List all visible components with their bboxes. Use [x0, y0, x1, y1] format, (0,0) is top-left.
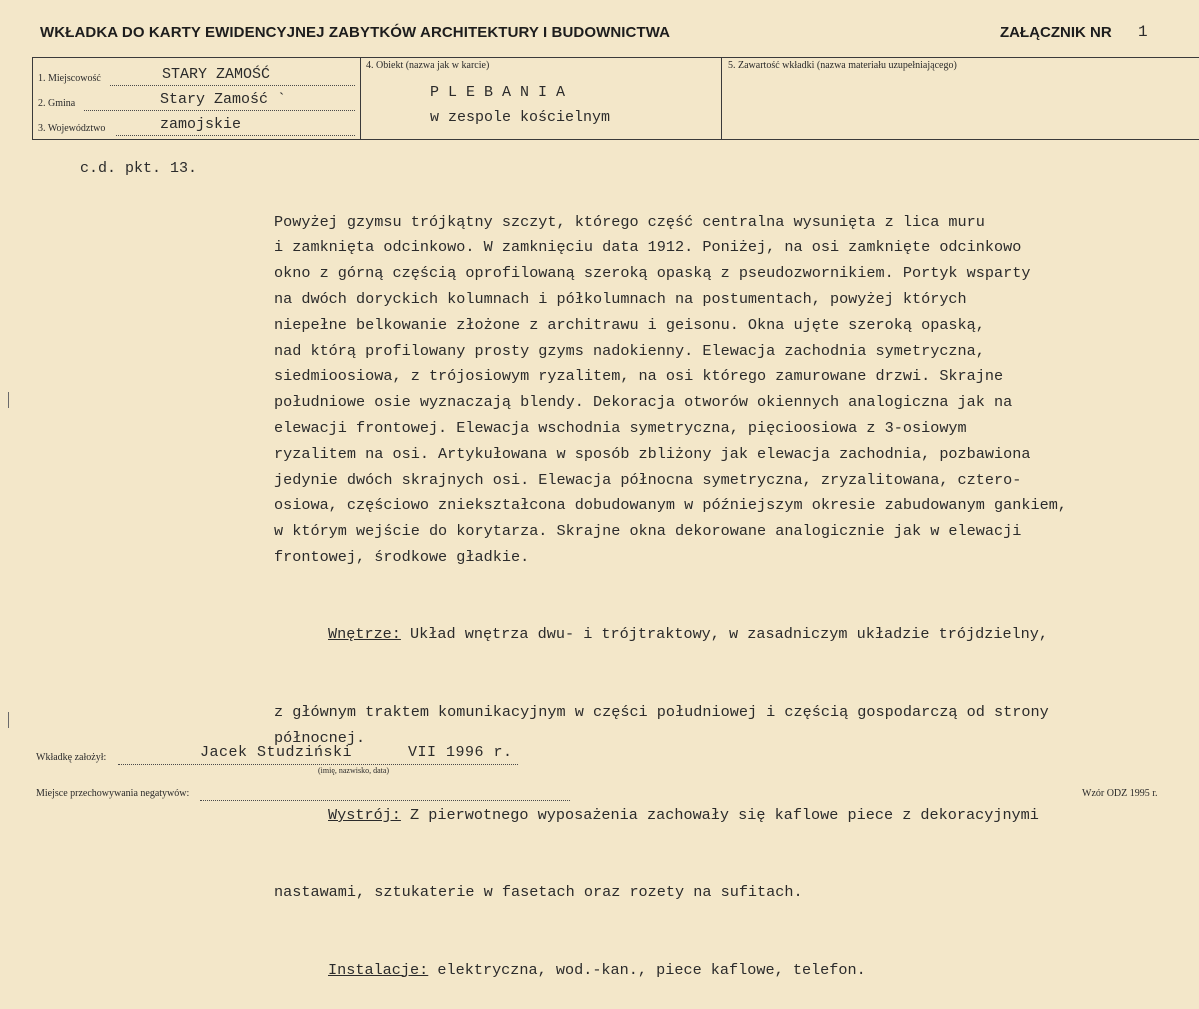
furnishing-section: [274, 803, 1174, 829]
commune-label: 2. Gmina: [38, 98, 76, 109]
top-box-left-border: [32, 57, 33, 140]
object-value-line1: P L E B A N I A: [430, 84, 566, 101]
edge-mark-bottom: [8, 712, 9, 728]
text-line: niepełne belkowanie złożone z architrawu i geisonu. Okna ujęte szeroką opaską,: [274, 315, 985, 334]
appendix-number: 1: [1138, 23, 1148, 41]
text-line: na dwóch doryckich kolumnach i półkolumnach na postumentach, powyżej których: [274, 289, 967, 308]
negatives-line: [200, 800, 570, 801]
text-line: ryzalitem na osi. Artykułowana w sposób zbliżony jak elewacja zachodnia, pozbawiona: [274, 444, 1031, 463]
furnishing-heading: Wystrój:: [328, 805, 401, 824]
description-body: [274, 158, 1174, 1009]
prepared-by-line: [118, 764, 518, 765]
commune-value: Stary Zamość `: [160, 91, 287, 108]
text-line: w którym wejście do korytarza. Skrajne okna dekorowane analogicznie jak w elewacji: [274, 522, 1022, 541]
locality-value: STARY ZAMOŚĆ: [162, 66, 271, 83]
top-box-divider-1: [360, 57, 361, 140]
installations-heading: Instalacje:: [328, 960, 429, 979]
text-line: z głównym traktem komunikacyjnym w części południowej i częścią gospodarczą od strony: [274, 702, 1049, 721]
voivodeship-value: zamojskie: [160, 116, 242, 133]
object-label: 4. Obiekt (nazwa jak w karcie): [366, 60, 490, 71]
text-line: osiowa, częściowo zniekształcona dobudowanym w późniejszym okresie zabudowanym gankiem,: [274, 496, 1067, 515]
installations-section: [274, 958, 1174, 984]
locality-line: [110, 85, 355, 86]
negatives-label: Miejsce przechowywania negatywów:: [36, 788, 190, 799]
prepared-by-hint: (imię, nazwisko, data): [318, 766, 390, 775]
text-line: północnej.: [274, 728, 366, 747]
text-line: siedmioosiowa, z trójosiowym ryzalitem, na osi którego zamurowane drzwi. Skrajne: [274, 367, 1004, 386]
voivodeship-line: [116, 135, 355, 136]
furnishing-text: Z pierwotnego wyposażenia zachowały się kaflowe piece z dekoracyjnymi: [400, 805, 1039, 824]
text-line: elewacji frontowej. Elewacja wschodnia symetryczna, pięcioosiowa z 3-osiowym: [274, 418, 967, 437]
voivodeship-label: 3. Województwo: [38, 123, 106, 134]
object-value-line2: w zespole kościelnym: [430, 109, 611, 126]
text-line: i zamknięta odcinkowo. W zamknięciu data 1912. Poniżej, na osi zamknięte odcinkowo: [274, 238, 1022, 257]
reference: c.d. pkt. 13.: [80, 160, 198, 177]
text-line: południowe osie wyznaczają blendy. Dekoracja otworów okiennych analogiczna jak na: [274, 393, 1013, 412]
interior-heading: Wnętrze:: [328, 625, 401, 644]
form-title: WKŁADKA DO KARTY EWIDENCYJNEJ ZABYTKÓW ARCHITEKTURY I BUDOWNICTWA: [40, 24, 671, 41]
interior-section: [274, 622, 1174, 648]
edge-mark-top: [8, 392, 9, 408]
prepared-date-value: VII 1996 r.: [408, 744, 513, 761]
contents-label: 5. Zawartość wkładki (nazwa materiału uzupełniającego): [728, 60, 957, 71]
prepared-by-label: Wkładkę założył:: [36, 752, 107, 763]
installations-text: elektryczna, wod.-kan., piece kaflowe, telefon.: [428, 960, 866, 979]
text-line: nad którą profilowany prosty gzyms nadokienny. Elewacja zachodnia symetryczna,: [274, 341, 985, 360]
prepared-by-value: Jacek Studziński: [200, 744, 353, 761]
facade-description: [274, 210, 1174, 571]
text-line: jedynie dwóch skrajnych osi. Elewacja północna symetryczna, zryzalitowana, cztero-: [274, 470, 1022, 489]
top-box-top-border: [32, 57, 1199, 58]
text-line: okno z górną częścią oprofilowaną szeroką opaską z pseudozwornikiem. Portyk wsparty: [274, 264, 1031, 283]
furnishing-continuation: [274, 880, 1174, 906]
commune-line: [84, 110, 355, 111]
interior-text: Układ wnętrza dwu- i trójtraktowy, w zasadniczym układzie trójdzielny,: [400, 625, 1049, 644]
text-line: frontowej, środkowe gładkie.: [274, 547, 530, 566]
appendix-label: ZAŁĄCZNIK NR: [1000, 24, 1112, 41]
locality-label: 1. Miejscowość: [38, 73, 101, 84]
text-line: nastawami, sztukaterie w fasetach oraz rozety na sufitach.: [274, 883, 803, 902]
text-line: Powyżej gzymsu trójkątny szczyt, którego część centralna wysunięta z lica muru: [274, 212, 985, 231]
top-box-divider-2: [721, 57, 722, 140]
top-box-bottom-border: [32, 139, 1199, 140]
form-code: Wzór ODZ 1995 r.: [1082, 788, 1158, 799]
